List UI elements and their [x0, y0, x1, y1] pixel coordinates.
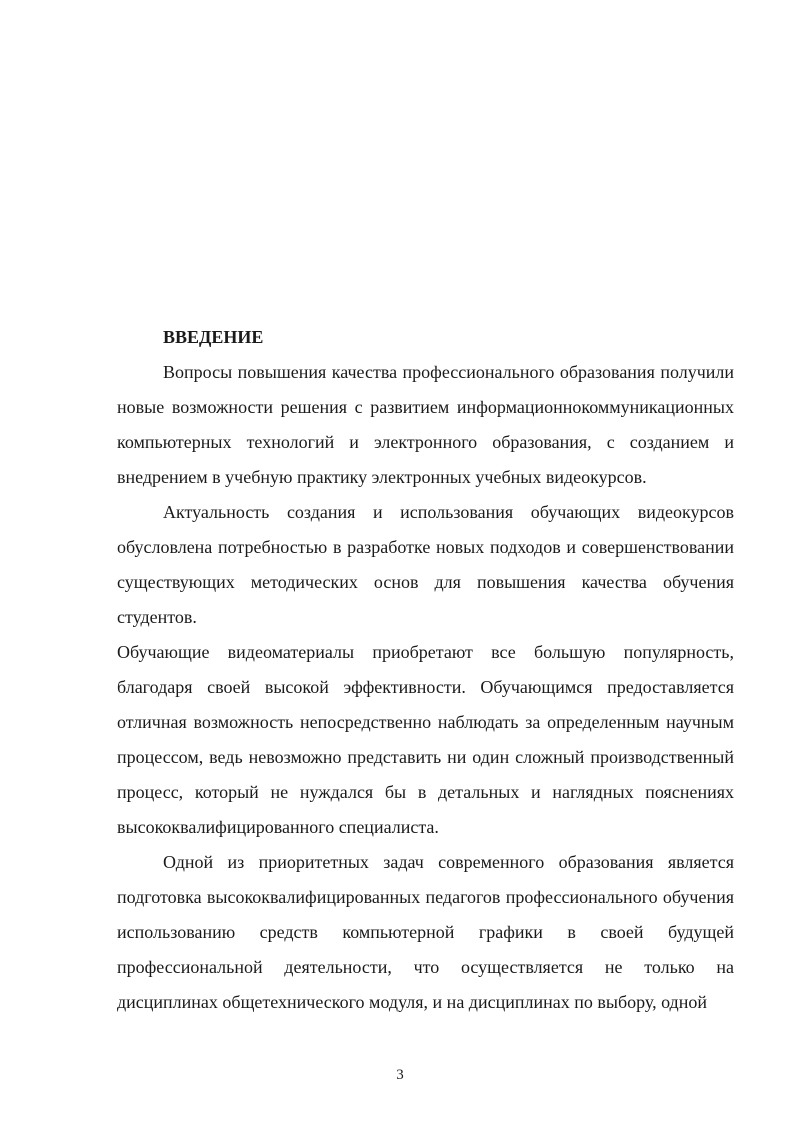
paragraph-2: Актуальность создания и использования обучающих видеокурсов обусловлена потребностью в разработке новых подходов и совершенствовании существующих методических основ для повышения качества обучения студентов. — [117, 502, 734, 627]
page-body — [117, 320, 734, 1020]
paragraph-4: Одной из приоритетных задач современного образования является подготовка высококвалифицированных педагогов профессионального обучения использованию средств компьютерной графики в своей будущей профессиональной деятельности, что осуществляется не только на дисциплинах общетехнического модуля, и на дисциплинах по выбору, одной — [117, 852, 734, 1012]
section-heading: ВВЕДЕНИЕ — [163, 327, 264, 347]
paragraph-3: Обучающие видеоматериалы приобретают все большую популярность, благодаря своей высокой эффективности. Обучающимся предоставляется отличная возможность непосредственно наблюдать за определенным научным процессом, ведь невозможно представить ни один сложный производственный процесс, который не нуждался бы в детальных и наглядных пояснениях высококвалифицированного специалиста. — [117, 642, 734, 837]
page-number: 3 — [396, 1067, 404, 1083]
paragraph-1: Вопросы повышения качества профессионального образования получили новые возможности решения с развитием информационнокоммуникационных компьютерных технологий и электронного образования, с созданием и внедрением в учебную практику электронных учебных видеокурсов. — [117, 362, 734, 487]
